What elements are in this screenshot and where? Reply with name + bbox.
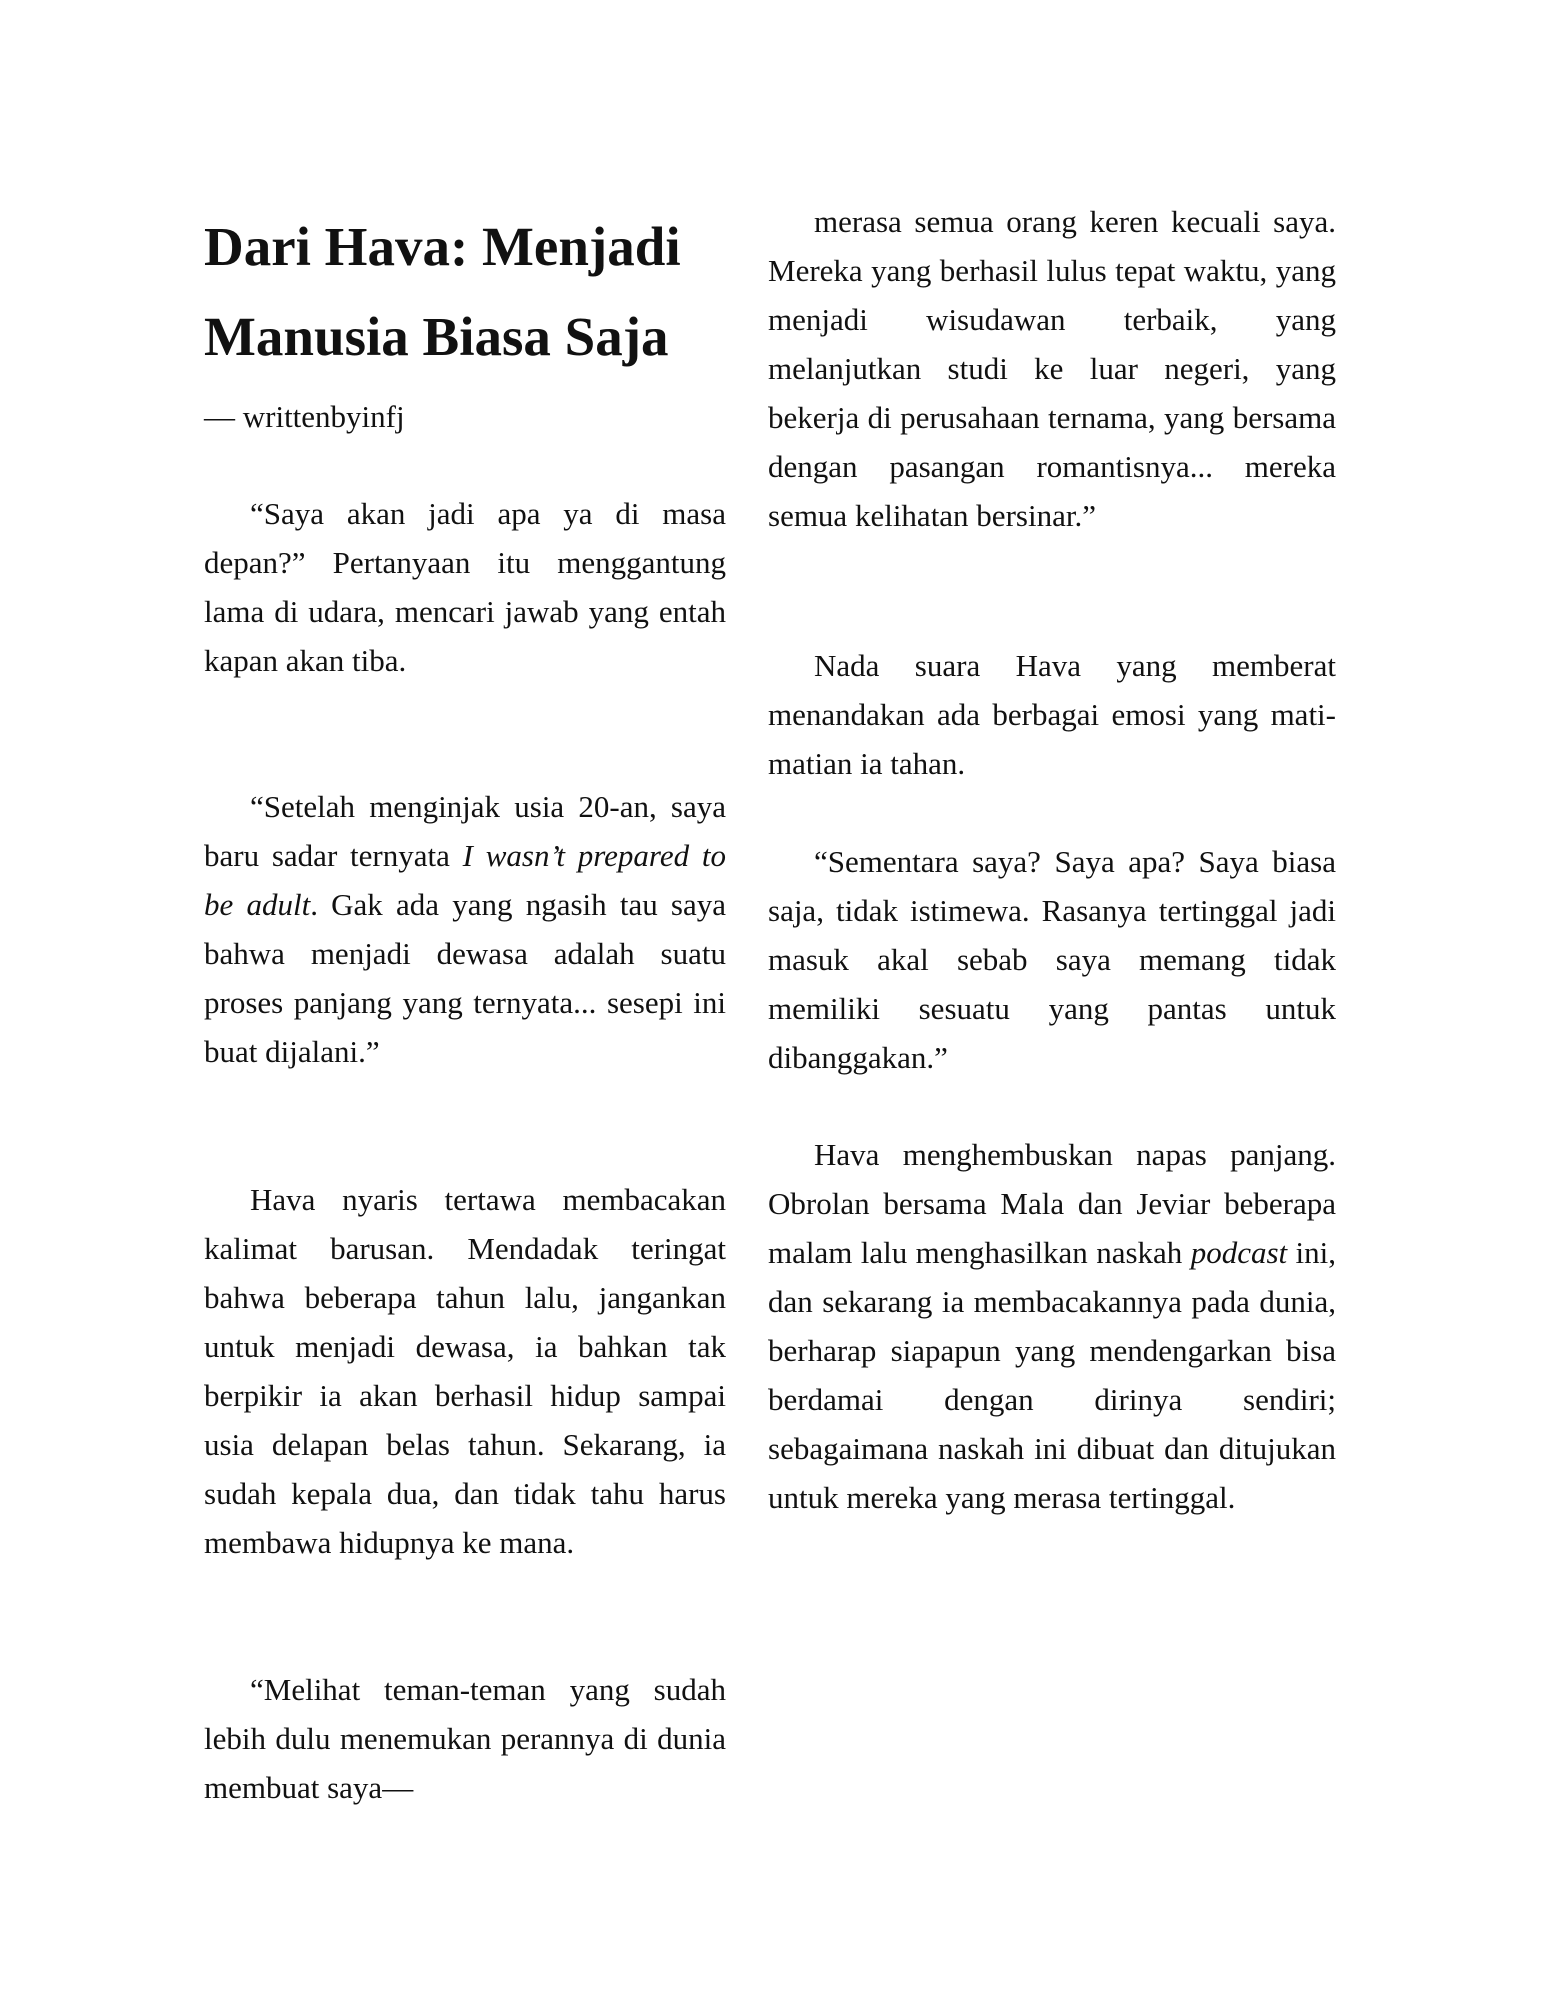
text-run: “Setelah menginjak usia 20-an, saya baru sadar ternyata [204, 789, 726, 873]
italic-word: podcast [1190, 1235, 1288, 1270]
text-run: . Gak ada yang ngasih tau saya bahwa menjadi dewasa adalah suatu proses panjang yang ternyata... sesepi ini buat dijalani.” [204, 887, 726, 1069]
byline: — writtenbyinfj [204, 399, 405, 434]
paragraph: Nada suara Hava yang memberat menandakan ada berbagai emosi yang mati-matian ia tahan. [768, 648, 1336, 781]
text-run: Hava menghembuskan napas panjang. Obrolan bersama Mala dan Jeviar beberapa malam lalu menghasilkan naskah [768, 1137, 1336, 1270]
text-run: ini, dan sekarang ia membacakannya pada dunia, berharap siapapun yang mendengarkan bisa berdamai dengan dirinya sendiri; sebagaimana naskah ini dibuat dan ditujukan untuk mereka yang merasa tertinggal. [768, 1235, 1336, 1515]
paragraph: “Saya akan jadi apa ya di masa depan?” Pertanyaan itu menggantung lama di udara, mencari jawab yang entah kapan akan tiba. [204, 496, 726, 678]
paragraph: Hava nyaris tertawa membacakan kalimat barusan. Mendadak teringat bahwa beberapa tahun lalu, jangankan untuk menjadi dewasa, ia bahkan tak berpikir ia akan berhasil hidup sampai usia delapan belas tahun. Sekarang, ia sudah kepala dua, dan tidak tahu harus membawa hidupnya ke mana. [204, 1182, 726, 1560]
paragraph [768, 1130, 1336, 1522]
paragraph: “Melihat teman-teman yang sudah lebih dulu menemukan perannya di dunia membuat saya— [204, 1672, 726, 1805]
paragraph [204, 782, 726, 1076]
paragraph: “Sementara saya? Saya apa? Saya biasa saja, tidak istimewa. Rasanya tertinggal jadi masuk akal sebab saya memang tidak memiliki sesuatu yang pantas untuk dibanggakan.” [768, 844, 1336, 1075]
italic-phrase: I wasn’t prepared to be adult [204, 838, 726, 922]
article-title: Dari Hava: Menjadi Manusia Biasa Saja [204, 216, 681, 367]
paragraph: merasa semua orang keren kecuali saya. Mereka yang berhasil lulus tepat waktu, yang menjadi wisudawan terbaik, yang melanjutkan studi ke luar negeri, yang bekerja di perusahaan ternama, yang bersama dengan pasangan romantisnya... mereka semua kelihatan bersinar.” [768, 204, 1336, 533]
